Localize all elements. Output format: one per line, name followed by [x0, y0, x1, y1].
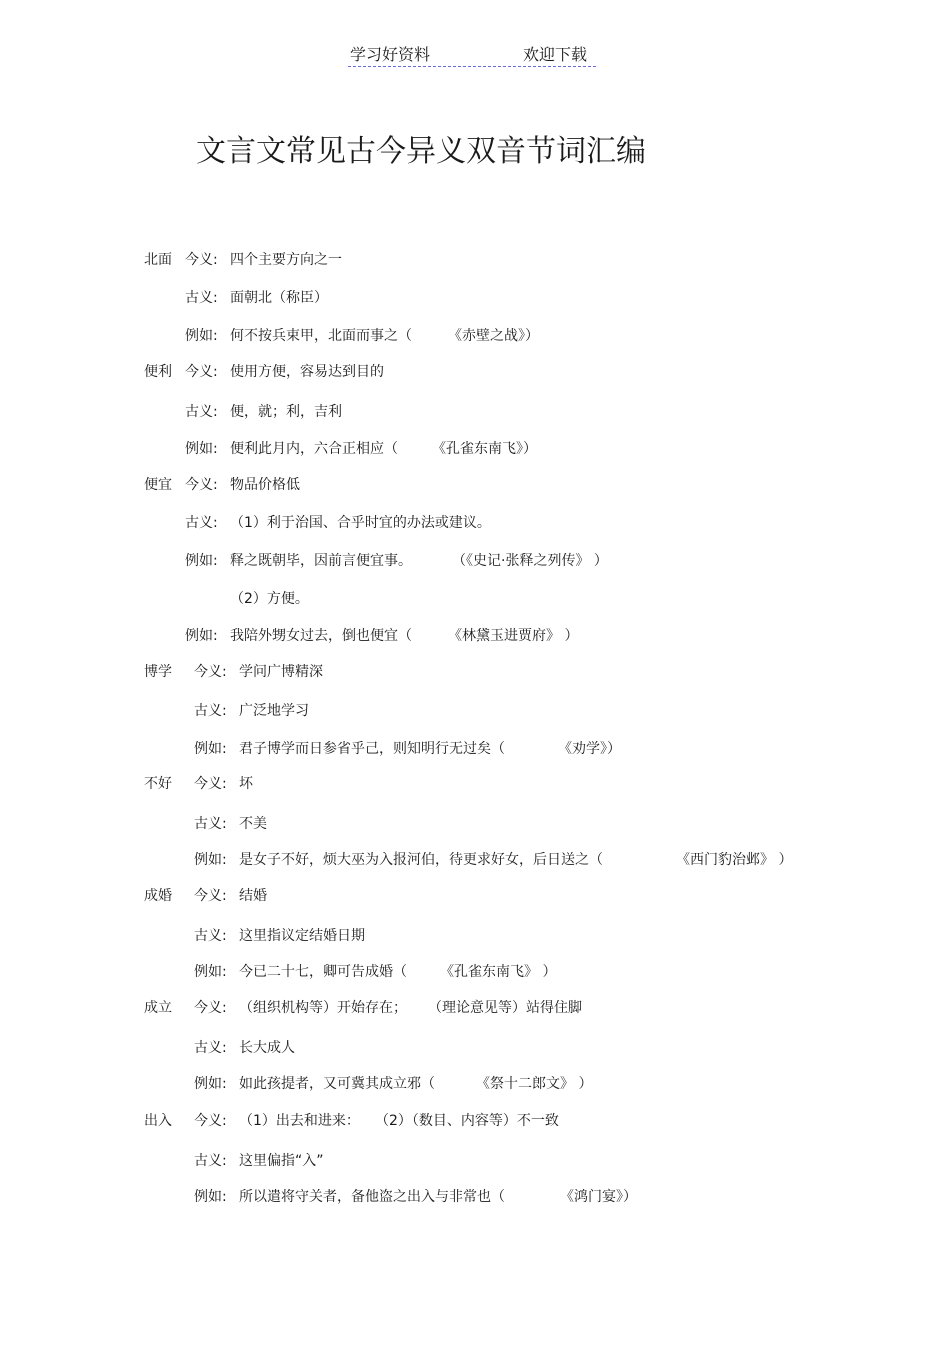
entry-term: 出入: [144, 1113, 172, 1129]
entry-term: 成婚: [144, 888, 172, 904]
entry-line-label: 例如:: [194, 741, 227, 757]
entry-line-text: 面朝北（称臣）: [230, 290, 328, 306]
entry-line-text: 释之既朝毕，因前言便宜事。: [230, 553, 412, 569]
entry-line-label: 古义:: [194, 928, 227, 944]
entry-line-label: 古义:: [185, 290, 218, 306]
entry-line-text: 今已二十七，卿可告成婚（: [239, 964, 407, 980]
header-right: 欢迎下载: [523, 45, 588, 64]
entry-line-label: 今义:: [185, 252, 218, 268]
entry-line-label: 今义:: [185, 364, 218, 380]
entry-line-label: 古义:: [194, 1153, 227, 1169]
entry-line-text: 坏: [239, 776, 253, 792]
entry-term: 便宜: [144, 477, 172, 493]
entry-line-text: 这里偏指“入”: [239, 1153, 324, 1169]
entry-line-label: 今义:: [194, 888, 227, 904]
entry-line-label: 古义:: [185, 515, 218, 531]
entry-line-source: 《劝学》）: [558, 741, 621, 757]
header-left: 学习好资料: [350, 45, 431, 64]
entry-line-text: （组织机构等）开始存在；: [239, 1000, 407, 1016]
entry-line-label: 古义:: [194, 816, 227, 832]
entry-line-text: 这里指议定结婚日期: [239, 928, 365, 944]
entry-line-text: 不美: [239, 816, 267, 832]
entry-line-text: 结婚: [239, 888, 267, 904]
entry-line-source: 《孔雀东南飞》）: [432, 441, 537, 457]
entry-line-text: 何不按兵束甲，北面而事之（: [230, 328, 412, 344]
entry-line-source: 《林黛玉进贾府》 ）: [448, 628, 579, 644]
entry-line-text: 广泛地学习: [239, 703, 309, 719]
entry-line-label: 例如:: [194, 964, 227, 980]
entry-line-label: 今义:: [194, 1000, 227, 1016]
entry-term: 成立: [144, 1000, 172, 1016]
entry-line-label: 例如:: [194, 1076, 227, 1092]
entry-line-text: 如此孩提者，又可冀其成立邪（: [239, 1076, 435, 1092]
entry-line-label: 例如:: [185, 441, 218, 457]
entry-line-label: 例如:: [185, 328, 218, 344]
entry-term: 便利: [144, 364, 172, 380]
entry-line-label: 例如:: [194, 852, 227, 868]
entry-line-text: （1）出去和进来：: [239, 1113, 360, 1129]
entry-line-text: 使用方便，容易达到目的: [230, 364, 384, 380]
entry-term: 博学: [144, 664, 172, 680]
entry-term: 北面: [144, 252, 172, 268]
entry-term: 不好: [144, 776, 172, 792]
entry-line-label: 例如:: [194, 1189, 227, 1205]
entry-line-text: （2）方便。: [230, 591, 309, 607]
entry-line-text: 是女子不好，烦大巫为入报河伯，待更求好女，后日送之（: [239, 852, 603, 868]
entry-line-text: 物品价格低: [230, 477, 300, 493]
entry-line-text: （1）利于治国、合乎时宜的办法或建议。: [230, 515, 491, 531]
entry-line-label: 今义:: [185, 477, 218, 493]
entry-line-source: （理论意见等）站得住脚: [428, 1000, 582, 1016]
entry-line-text: 长大成人: [239, 1040, 295, 1056]
entry-line-source: 《孔雀东南飞》 ）: [440, 964, 557, 980]
entry-line-label: 今义:: [194, 1113, 227, 1129]
entry-line-label: 今义:: [194, 664, 227, 680]
page-header: [348, 42, 596, 67]
entry-line-source: 《赤壁之战》）: [448, 328, 539, 344]
entry-line-source: （2）（数目、内容等）不一致: [375, 1113, 559, 1129]
entry-line-text: 我陪外甥女过去，倒也便宜（: [230, 628, 412, 644]
entry-line-text: 便利此月内，六合正相应（: [230, 441, 398, 457]
entry-line-label: 古义:: [194, 1040, 227, 1056]
entry-line-text: 所以遣将守关者，备他盗之出入与非常也（: [239, 1189, 505, 1205]
entry-line-source: 《西门豹治邺》 ）: [676, 852, 793, 868]
entry-line-label: 例如:: [185, 553, 218, 569]
entry-line-text: 便，就；利，吉利: [230, 404, 342, 420]
entry-line-source: 《鸿门宴》）: [560, 1189, 637, 1205]
entry-line-label: 古义:: [185, 404, 218, 420]
document-title: 文言文常见古今异义双音节词汇编: [196, 134, 646, 169]
entry-line-label: 例如:: [185, 628, 218, 644]
entry-line-source: 《祭十二郎文》 ）: [476, 1076, 593, 1092]
entry-line-text: 学问广博精深: [239, 664, 323, 680]
entry-line-text: 四个主要方向之一: [230, 252, 342, 268]
entry-line-label: 古义:: [194, 703, 227, 719]
entry-line-text: 君子博学而日参省乎己，则知明行无过矣（: [239, 741, 505, 757]
entry-line-source: （《史记·张释之列传》 ）: [452, 553, 608, 569]
entry-line-label: 今义:: [194, 776, 227, 792]
